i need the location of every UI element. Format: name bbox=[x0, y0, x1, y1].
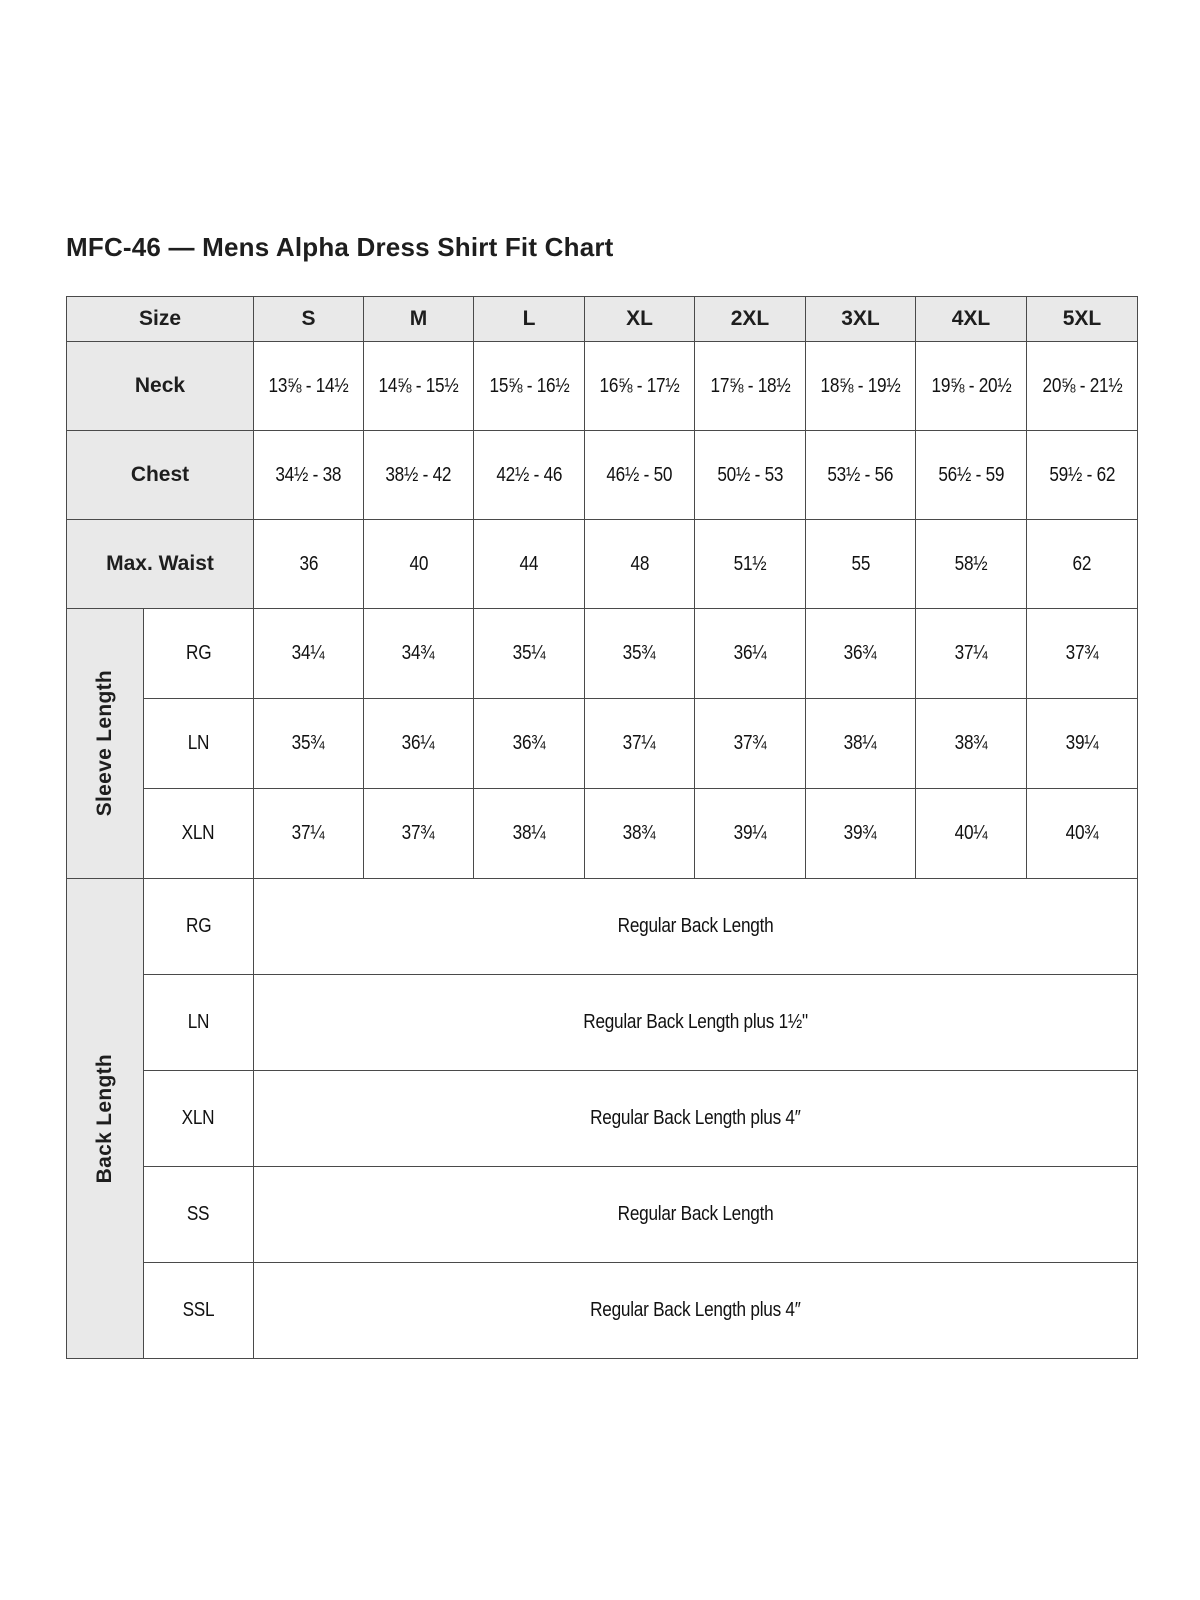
sleeve-ln-value: 36¾ bbox=[474, 699, 585, 789]
row-label-neck: Neck bbox=[67, 342, 254, 431]
sleeve-rg-value: 34¾ bbox=[364, 609, 474, 699]
size-col-m: M bbox=[364, 297, 474, 342]
size-col-s: S bbox=[254, 297, 364, 342]
neck-row bbox=[67, 342, 1138, 431]
sleeve-xln-value: 39¾ bbox=[806, 789, 916, 879]
sleeve-ln-value: 36¼ bbox=[364, 699, 474, 789]
sleeve-sublabel-ln: LN bbox=[144, 699, 254, 789]
sleeve-xln-row bbox=[67, 789, 1138, 879]
back-xln-value: Regular Back Length plus 4″ bbox=[254, 1071, 1138, 1167]
back-ss-value: Regular Back Length bbox=[254, 1167, 1138, 1263]
sleeve-ln-row bbox=[67, 699, 1138, 789]
sleeve-xln-value: 37¾ bbox=[364, 789, 474, 879]
sleeve-ln-value: 39¼ bbox=[1027, 699, 1138, 789]
back-ssl-value: Regular Back Length plus 4″ bbox=[254, 1263, 1138, 1359]
row-label-chest: Chest bbox=[67, 431, 254, 520]
sleeve-sublabel-xln: XLN bbox=[144, 789, 254, 879]
chest-value: 38½ - 42 bbox=[364, 431, 474, 520]
waist-value: 62 bbox=[1027, 520, 1138, 609]
waist-value: 44 bbox=[474, 520, 585, 609]
sleeve-xln-value: 39¼ bbox=[695, 789, 806, 879]
fit-chart-table bbox=[66, 296, 1138, 1359]
waist-value: 58½ bbox=[916, 520, 1027, 609]
size-col-3xl: 3XL bbox=[806, 297, 916, 342]
neck-value: 13⅝ - 14½ bbox=[254, 342, 364, 431]
sleeve-rg-value: 36¼ bbox=[695, 609, 806, 699]
sleeve-ln-value: 38¾ bbox=[916, 699, 1027, 789]
max-waist-row bbox=[67, 520, 1138, 609]
back-ln-row bbox=[67, 975, 1138, 1071]
sleeve-ln-value: 37¾ bbox=[695, 699, 806, 789]
size-col-l: L bbox=[474, 297, 585, 342]
back-sublabel-ln: LN bbox=[144, 975, 254, 1071]
sleeve-rg-value: 35¾ bbox=[585, 609, 695, 699]
waist-value: 55 bbox=[806, 520, 916, 609]
chest-value: 46½ - 50 bbox=[585, 431, 695, 520]
row-label-max-waist: Max. Waist bbox=[67, 520, 254, 609]
back-sublabel-xln: XLN bbox=[144, 1071, 254, 1167]
sleeve-xln-value: 40¼ bbox=[916, 789, 1027, 879]
sleeve-rg-row bbox=[67, 609, 1138, 699]
neck-value: 20⅝ - 21½ bbox=[1027, 342, 1138, 431]
waist-value: 36 bbox=[254, 520, 364, 609]
back-sublabel-ssl: SSL bbox=[144, 1263, 254, 1359]
neck-value: 17⅝ - 18½ bbox=[695, 342, 806, 431]
back-length-vertical-label: Back Length bbox=[93, 1053, 116, 1184]
chest-value: 34½ - 38 bbox=[254, 431, 364, 520]
size-col-5xl: 5XL bbox=[1027, 297, 1138, 342]
back-rg-value: Regular Back Length bbox=[254, 879, 1138, 975]
sleeve-ln-value: 35¾ bbox=[254, 699, 364, 789]
neck-value: 18⅝ - 19½ bbox=[806, 342, 916, 431]
back-ln-value: Regular Back Length plus 1½" bbox=[254, 975, 1138, 1071]
sleeve-rg-value: 34¼ bbox=[254, 609, 364, 699]
sleeve-ln-value: 37¼ bbox=[585, 699, 695, 789]
waist-value: 51½ bbox=[695, 520, 806, 609]
sleeve-sublabel-rg: RG bbox=[144, 609, 254, 699]
page-title: MFC-46 — Mens Alpha Dress Shirt Fit Chart bbox=[66, 232, 614, 262]
back-xln-row bbox=[67, 1071, 1138, 1167]
chest-row bbox=[67, 431, 1138, 520]
back-sublabel-rg: RG bbox=[144, 879, 254, 975]
sleeve-length-vertical-label: Sleeve Length bbox=[93, 670, 116, 817]
neck-value: 15⅝ - 16½ bbox=[474, 342, 585, 431]
neck-value: 19⅝ - 20½ bbox=[916, 342, 1027, 431]
waist-value: 40 bbox=[364, 520, 474, 609]
waist-value: 48 bbox=[585, 520, 695, 609]
size-col-4xl: 4XL bbox=[916, 297, 1027, 342]
sleeve-length-section-label bbox=[67, 609, 144, 879]
chest-value: 59½ - 62 bbox=[1027, 431, 1138, 520]
back-sublabel-ss: SS bbox=[144, 1167, 254, 1263]
chest-value: 56½ - 59 bbox=[916, 431, 1027, 520]
chest-value: 50½ - 53 bbox=[695, 431, 806, 520]
sleeve-ln-value: 38¼ bbox=[806, 699, 916, 789]
size-col-xl: XL bbox=[585, 297, 695, 342]
sleeve-xln-value: 38¾ bbox=[585, 789, 695, 879]
back-rg-row bbox=[67, 879, 1138, 975]
sleeve-rg-value: 37¼ bbox=[916, 609, 1027, 699]
sleeve-xln-value: 38¼ bbox=[474, 789, 585, 879]
sleeve-xln-value: 40¾ bbox=[1027, 789, 1138, 879]
size-header-label: Size bbox=[67, 297, 254, 342]
size-col-2xl: 2XL bbox=[695, 297, 806, 342]
chest-value: 53½ - 56 bbox=[806, 431, 916, 520]
back-ss-row bbox=[67, 1167, 1138, 1263]
neck-value: 16⅝ - 17½ bbox=[585, 342, 695, 431]
sleeve-rg-value: 35¼ bbox=[474, 609, 585, 699]
sleeve-rg-value: 36¾ bbox=[806, 609, 916, 699]
chest-value: 42½ - 46 bbox=[474, 431, 585, 520]
neck-value: 14⅝ - 15½ bbox=[364, 342, 474, 431]
sleeve-xln-value: 37¼ bbox=[254, 789, 364, 879]
back-length-section-label bbox=[67, 879, 144, 1359]
sleeve-rg-value: 37¾ bbox=[1027, 609, 1138, 699]
back-ssl-row bbox=[67, 1263, 1138, 1359]
